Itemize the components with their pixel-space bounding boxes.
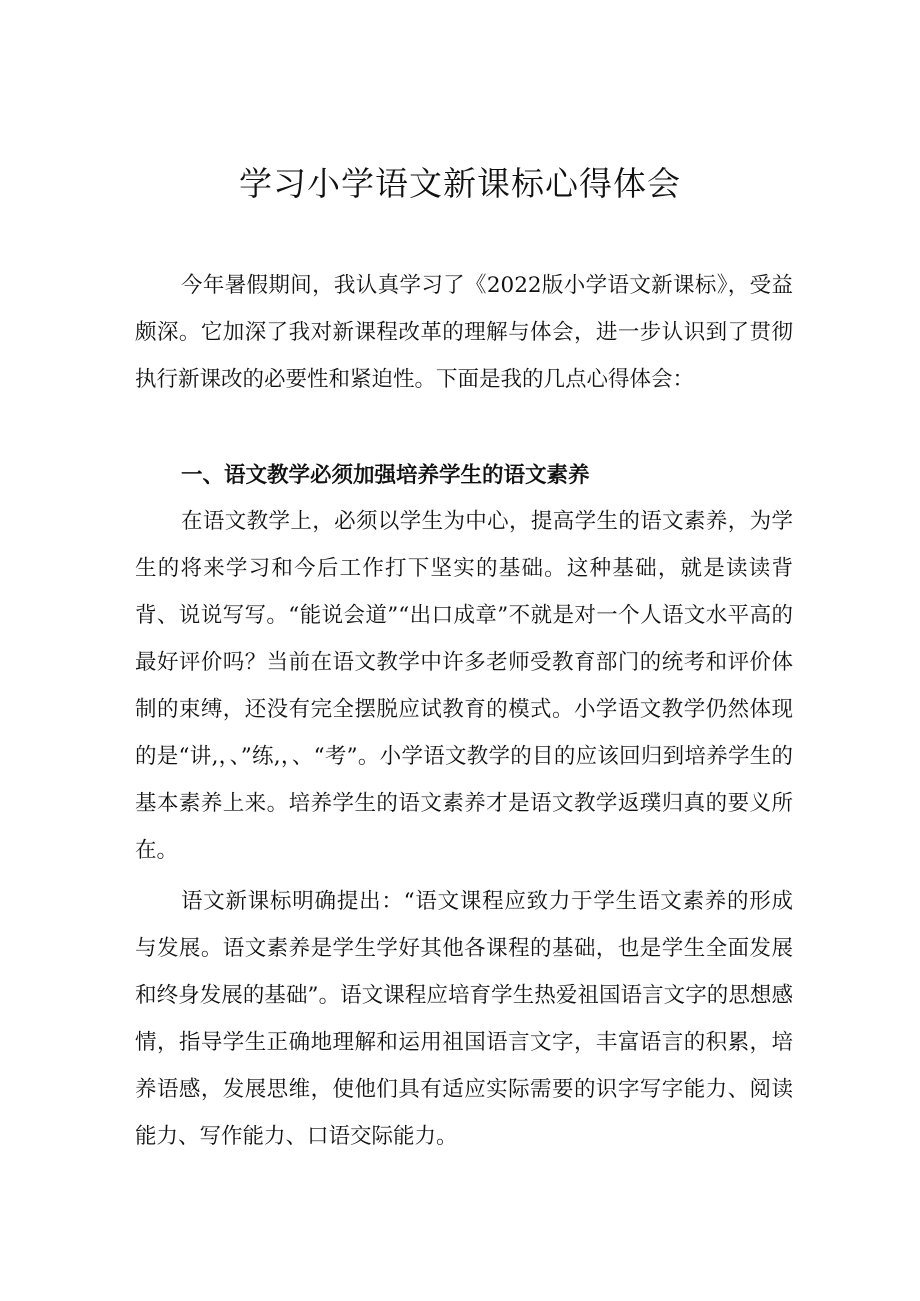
page-title: 学习小学语文新课标心得体会 xyxy=(239,164,681,203)
intro-paragraph: 今年暑假期间，我认真学习了《2022版小学语文新课标》，受益颇深。它加深了我对新课程改革的理解与体会，进一步认识到了贯彻执行新课改的必要性和紧迫性。下面是我的几点心得体会： xyxy=(135,273,793,392)
section-paragraph-2: 语文新课标明确提出：“语文课程应致力于学生语文素养的形成与发展。语文素养是学生学好其他各课程的基础，也是学生全面发展和终身发展的基础”。语文课程应培育学生热爱祖国语言文字的思想感情，指导学生正确地理解和运用祖国语言文字，丰富语言的积累，培养语感，发展思维，使他们具有适应实际需要的识字写字能力、阅读能力、写作能力、口语交际能力。 xyxy=(135,889,793,1149)
section-paragraph-1: 在语文教学上，必须以学生为中心，提高学生的语文素养，为学生的将来学习和今后工作打下坚实的基础。这种基础，就是读读背背、说说写写。“能说会道”“出口成章”不就是对一个人语文水平高的最好评价吗？当前在语文教学中许多老师受教育部门的统考和评价体制的束缚，还没有完全摆脱应试教育的模式。小学语文教学仍然体现的是“讲,，、”练,，、“考”。小学语文教学的目的应该回归到培养学生的基本素养上来。培养学生的语文素养才是语文教学返璞归真的要义所在。 xyxy=(135,509,793,863)
section-heading: 一、语文教学必须加强培养学生的语文素养 xyxy=(181,463,590,488)
